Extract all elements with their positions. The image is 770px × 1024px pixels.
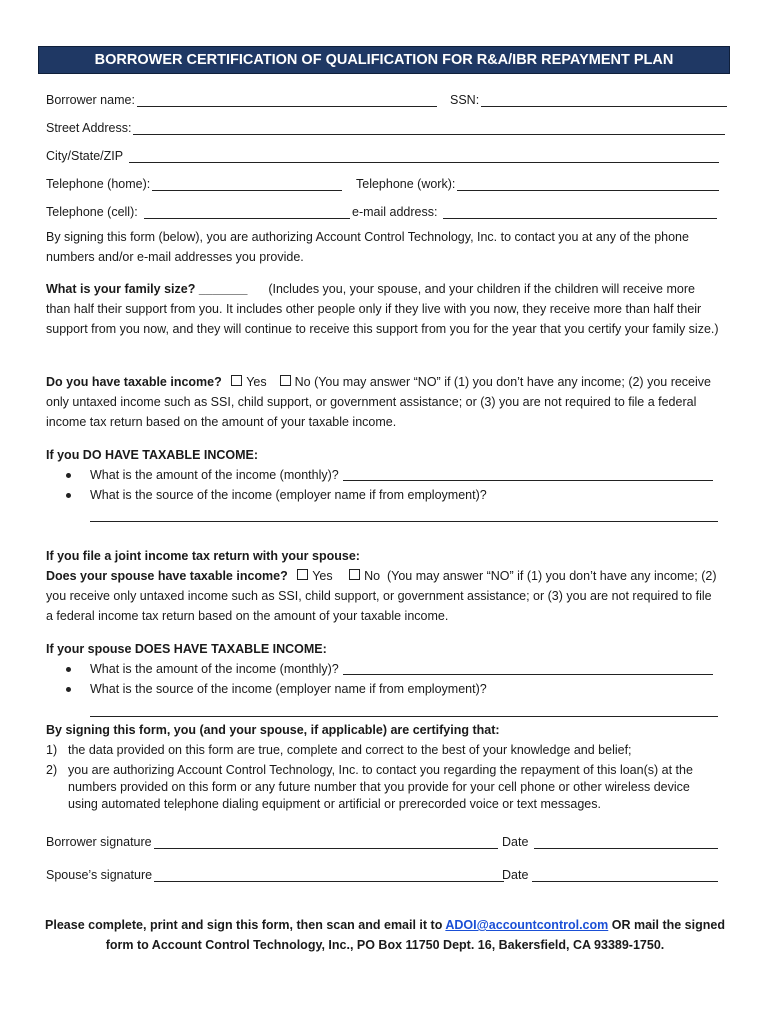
row-name-ssn xyxy=(46,89,726,107)
telephone-work-label: Telephone (work): xyxy=(356,177,456,191)
email-link[interactable]: ADOI@accountcontrol.com xyxy=(445,918,609,932)
taxable-income-no-checkbox[interactable] xyxy=(280,375,291,386)
list-item xyxy=(46,742,722,759)
taxable-income-no-label: No xyxy=(294,375,311,389)
footer-instructions xyxy=(40,915,730,955)
row-spouse-signature xyxy=(46,864,726,882)
income-source-label: What is the source of the income (employer name if from employment)? xyxy=(90,488,487,502)
spouse-income-heading: If your spouse DOES HAVE TAXABLE INCOME: xyxy=(46,642,327,656)
ssn-label: SSN: xyxy=(450,93,480,107)
have-income-heading: If you DO HAVE TAXABLE INCOME: xyxy=(46,448,259,462)
email-label: e-mail address: xyxy=(352,205,438,219)
certification-heading: By signing this form, you (and your spouse, if applicable) are certifying that: xyxy=(46,723,500,737)
borrower-signature-label: Borrower signature xyxy=(46,835,152,849)
family-size-question: What is your family size? xyxy=(46,282,196,296)
item-text: the data provided on this form are true, complete and correct to the best of your knowledge and belief; xyxy=(68,743,632,757)
form-title: BORROWER CERTIFICATION OF QUALIFICATION FOR R&A/IBR REPAYMENT PLAN xyxy=(38,46,730,74)
row-borrower-signature xyxy=(46,831,726,849)
spouse-signature-field[interactable] xyxy=(46,864,504,882)
borrower-date-label: Date xyxy=(502,835,529,849)
borrower-signature-field[interactable] xyxy=(46,831,498,849)
spouse-income-no-label: No xyxy=(364,569,381,583)
footer-text-2: OR mail the signed form to Account Control Technology, Inc., PO Box 11750 Dept. 16, Bakersfield, CA 93389-1750. xyxy=(105,918,725,952)
spouse-income-yes-checkbox[interactable] xyxy=(297,569,308,580)
city-state-zip-field[interactable] xyxy=(46,145,719,163)
spouse-source-label: What is the source of the income (employer name if from employment)? xyxy=(90,682,487,696)
income-source-input[interactable] xyxy=(90,508,718,522)
spouse-amount-input[interactable] xyxy=(343,660,713,675)
certification-list xyxy=(46,742,722,816)
row-cell-email xyxy=(46,201,726,219)
spouse-income-explanation: (You may answer “NO” if (1) you don’t have any income; (2) you receive only untaxed income such as SSI, child support, or government assistance; or (3) you are not required to file a federal income tax return based on the amount of your taxable income. xyxy=(46,569,717,623)
spouse-date-label: Date xyxy=(502,868,529,882)
list-item xyxy=(62,465,726,485)
family-size-explanation: (Includes you, your spouse, and your children if the children will receive more than half their support from you. It includes other people only if they live with you now, they receive more than half their support from you now, and they will continue to receive this support from you for the year that you certify your family size.) xyxy=(46,282,719,336)
joint-heading: If you file a joint income tax return with your spouse: xyxy=(46,549,360,563)
borrower-date-field[interactable] xyxy=(502,831,718,849)
list-item xyxy=(62,485,726,505)
spouse-amount-label: What is the amount of the income (monthly)? xyxy=(90,662,339,676)
city-state-zip-label: City/State/ZIP xyxy=(46,149,124,163)
have-income-list xyxy=(62,465,726,505)
row-street xyxy=(46,117,726,135)
bullet-icon xyxy=(66,687,71,692)
telephone-cell-field[interactable] xyxy=(46,201,350,219)
item-number: 1) xyxy=(46,743,58,757)
spouse-income-list xyxy=(62,659,726,699)
bullet-icon xyxy=(66,493,71,498)
income-amount-label: What is the amount of the income (monthly)? xyxy=(90,468,339,482)
taxable-income-block xyxy=(46,372,722,432)
family-size-block xyxy=(46,279,722,339)
borrower-name-field[interactable] xyxy=(46,89,437,107)
footer-text-1: Please complete, print and sign this form, then scan and email it to xyxy=(45,918,443,932)
income-amount-input[interactable] xyxy=(343,466,713,481)
family-size-blank[interactable]: _______ xyxy=(198,282,248,296)
telephone-home-label: Telephone (home): xyxy=(46,177,151,191)
item-number: 2) xyxy=(46,763,58,777)
email-field[interactable] xyxy=(352,201,717,219)
list-item xyxy=(46,762,722,813)
spouse-signature-label: Spouse’s signature xyxy=(46,868,153,882)
row-city xyxy=(46,145,726,163)
bullet-icon xyxy=(66,473,71,478)
telephone-cell-label: Telephone (cell): xyxy=(46,205,138,219)
row-telephone xyxy=(46,173,726,191)
taxable-income-yes-checkbox[interactable] xyxy=(231,375,242,386)
spouse-date-field[interactable] xyxy=(502,864,718,882)
telephone-home-field[interactable] xyxy=(46,173,342,191)
list-item xyxy=(62,679,726,699)
spouse-source-input[interactable] xyxy=(90,703,718,717)
taxable-income-question: Do you have taxable income? xyxy=(46,375,222,389)
spouse-income-question: Does your spouse have taxable income? xyxy=(46,569,288,583)
spouse-income-yes-label: Yes xyxy=(312,569,333,583)
taxable-income-yes-label: Yes xyxy=(246,375,267,389)
taxable-income-explanation: (You may answer “NO” if (1) you don’t have any income; (2) you receive only untaxed income such as SSI, child support, or government assistance; or (3) you are not required to file a federal income tax return based on the amount of your taxable income. xyxy=(46,375,711,429)
item-text: you are authorizing Account Control Technology, Inc. to contact you regarding the repayment of this loan(s) at the numbers provided on this form or any future number that you provide for your cell phone or other wireless device using automated telephone dialing equipment or artificial or prerecorded voice or text messages. xyxy=(68,763,693,811)
spouse-income-no-checkbox[interactable] xyxy=(349,569,360,580)
street-address-field[interactable] xyxy=(46,117,725,135)
borrower-name-label: Borrower name: xyxy=(46,93,135,107)
ssn-field[interactable] xyxy=(450,89,727,107)
joint-block xyxy=(46,546,722,626)
list-item xyxy=(62,659,726,679)
authorization-text: By signing this form (below), you are authorizing Account Control Technology, Inc. to contact you at any of the phone numbers and/or e-mail addresses you provide. xyxy=(46,230,689,264)
telephone-work-field[interactable] xyxy=(356,173,719,191)
street-address-label: Street Address: xyxy=(46,121,132,135)
bullet-icon xyxy=(66,667,71,672)
